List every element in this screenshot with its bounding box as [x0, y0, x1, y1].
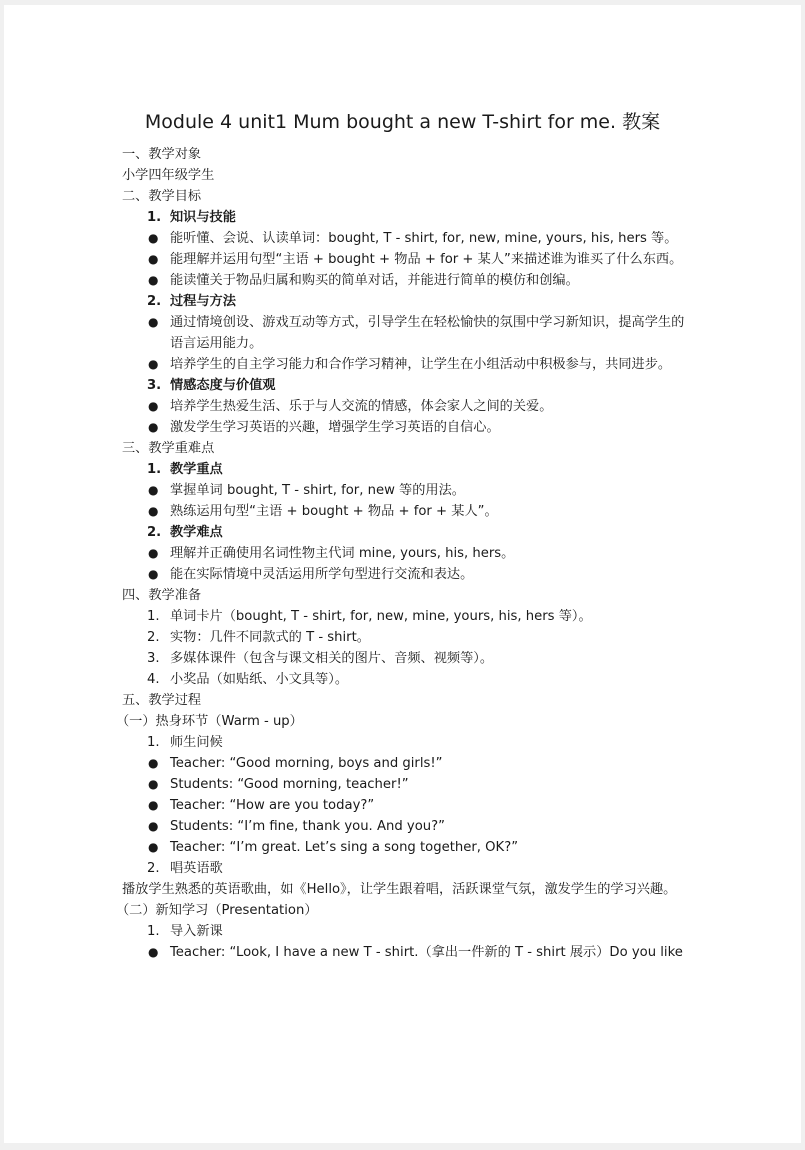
document-body	[116, 144, 692, 963]
bullet-item	[122, 942, 692, 963]
bullet-item	[122, 249, 692, 270]
bullet-icon: ●	[148, 777, 159, 791]
bullet-text: Teacher: “Good morning, boys and girls!”	[170, 756, 443, 771]
numbered-item	[122, 921, 692, 942]
bullet-icon: ●	[148, 567, 159, 581]
list-number: 1.	[147, 210, 162, 225]
bullet-item	[122, 795, 692, 816]
subsection-heading: （一）热身环节（Warm - up）	[116, 714, 303, 729]
bullet-icon: ●	[148, 504, 159, 518]
bullet-icon: ●	[148, 315, 159, 329]
numbered-heading	[122, 207, 692, 228]
bullet-text: 熟练运用句型“主语 + bought + 物品 + for + 某人”。	[170, 504, 498, 519]
bullet-icon: ●	[148, 798, 159, 812]
bullet-item	[122, 480, 692, 501]
bullet-text: Students: “I’m fine, thank you. And you?”	[170, 819, 445, 834]
numbered-item-text: 唱英语歌	[170, 861, 223, 876]
section-heading: 三、教学重难点	[122, 441, 215, 456]
numbered-item-text: 师生问候	[170, 735, 223, 750]
bullet-item	[122, 417, 692, 438]
numbered-heading-text: 知识与技能	[170, 210, 236, 225]
bullet-text: 培养学生的自主学习能力和合作学习精神，让学生在小组活动中积极参与，共同进步。	[170, 357, 672, 372]
bullet-item	[122, 228, 692, 249]
bullet-icon: ●	[148, 945, 159, 959]
numbered-item	[122, 606, 692, 627]
numbered-item-text: 导入新课	[170, 924, 223, 939]
list-number: 1.	[147, 462, 162, 477]
numbered-heading	[122, 459, 692, 480]
bullet-text: 通过情境创设、游戏互动等方式，引导学生在轻松愉快的氛围中学习新知识，提高学生的语言运用能力。	[170, 315, 685, 351]
document-title: Module 4 unit1 Mum bought a new T-shirt for me. 教案	[144, 111, 661, 133]
bullet-icon: ●	[148, 252, 159, 266]
bullet-text: Teacher: “I’m great. Let’s sing a song together, OK?”	[170, 840, 519, 855]
bullet-icon: ●	[148, 840, 159, 854]
paragraph: 播放学生熟悉的英语歌曲，如《Hello》，让学生跟着唱，活跃课堂气氛，激发学生的学习兴趣。	[122, 882, 677, 897]
bullet-item	[122, 354, 692, 375]
numbered-item-text: 小奖品（如贴纸、小文具等）。	[170, 672, 349, 687]
list-number: 1.	[147, 924, 160, 939]
numbered-heading-text: 过程与方法	[170, 294, 236, 309]
bullet-icon: ●	[148, 483, 159, 497]
bullet-text: Teacher: “How are you today?”	[170, 798, 375, 813]
bullet-text: 培养学生热爱生活、乐于与人交流的情感，体会家人之间的关爱。	[170, 399, 553, 414]
bullet-text: 能听懂、会说、认读单词：bought, T - shirt, for, new, mine, yours, his, hers 等。	[170, 231, 678, 246]
bullet-item	[122, 816, 692, 837]
section-heading: 二、教学目标	[122, 189, 202, 204]
numbered-item-text: 单词卡片（bought, T - shirt, for, new, mine, yours, his, hers 等）。	[170, 609, 592, 624]
section-heading: 四、教学准备	[122, 588, 202, 603]
bullet-icon: ●	[148, 231, 159, 245]
bullet-icon: ●	[148, 756, 159, 770]
numbered-item-text: 多媒体课件（包含与课文相关的图片、音频、视频等）。	[170, 651, 494, 666]
numbered-item	[122, 669, 692, 690]
bullet-item	[122, 564, 692, 585]
numbered-heading-text: 教学难点	[170, 525, 223, 540]
bullet-icon: ●	[148, 546, 159, 560]
numbered-item	[122, 732, 692, 753]
list-number: 1.	[147, 609, 160, 624]
list-number: 2.	[147, 294, 162, 309]
bullet-text: 激发学生学习英语的兴趣，增强学生学习英语的自信心。	[170, 420, 500, 435]
bullet-text: Students: “Good morning, teacher!”	[170, 777, 409, 792]
bullet-icon: ●	[148, 420, 159, 434]
list-number: 1.	[147, 735, 160, 750]
numbered-item	[122, 648, 692, 669]
list-number: 4.	[147, 672, 160, 687]
numbered-heading-text: 教学重点	[170, 462, 223, 477]
bullet-item	[122, 396, 692, 417]
bullet-text: 能在实际情境中灵活运用所学句型进行交流和表达。	[170, 567, 474, 582]
bullet-item	[122, 774, 692, 795]
bullet-text: 能读懂关于物品归属和购买的简单对话，并能进行简单的模仿和创编。	[170, 273, 579, 288]
numbered-item-text: 实物：几件不同款式的 T - shirt。	[170, 630, 370, 645]
subsection-heading: （二）新知学习（Presentation）	[116, 903, 318, 918]
bullet-text: Teacher: “Look, I have a new T - shirt.（拿出一件新的 T - shirt 展示）Do you like	[170, 945, 683, 960]
bullet-item	[122, 501, 692, 522]
list-number: 2.	[147, 861, 160, 876]
bullet-text: 能理解并运用句型“主语 + bought + 物品 + for + 某人”来描述谁为谁买了什么东西。	[170, 252, 683, 267]
bullet-item	[122, 837, 692, 858]
bullet-item	[122, 312, 692, 354]
paragraph: 小学四年级学生	[122, 168, 215, 183]
list-number: 2.	[147, 525, 162, 540]
bullet-icon: ●	[148, 273, 159, 287]
list-number: 2.	[147, 630, 160, 645]
numbered-heading	[122, 291, 692, 312]
numbered-item	[122, 627, 692, 648]
section-heading: 一、教学对象	[122, 147, 202, 162]
bullet-item	[122, 270, 692, 291]
bullet-icon: ●	[148, 399, 159, 413]
bullet-icon: ●	[148, 819, 159, 833]
numbered-heading	[122, 522, 692, 543]
bullet-item	[122, 543, 692, 564]
list-number: 3.	[147, 651, 160, 666]
section-heading: 五、教学过程	[122, 693, 202, 708]
bullet-item	[122, 753, 692, 774]
bullet-icon: ●	[148, 357, 159, 371]
bullet-text: 理解并正确使用名词性物主代词 mine, yours, his, hers。	[170, 546, 515, 561]
bullet-text: 掌握单词 bought, T - shirt, for, new 等的用法。	[170, 483, 465, 498]
numbered-item	[122, 858, 692, 879]
numbered-heading-text: 情感态度与价值观	[170, 378, 276, 393]
list-number: 3.	[147, 378, 162, 393]
numbered-heading	[122, 375, 692, 396]
